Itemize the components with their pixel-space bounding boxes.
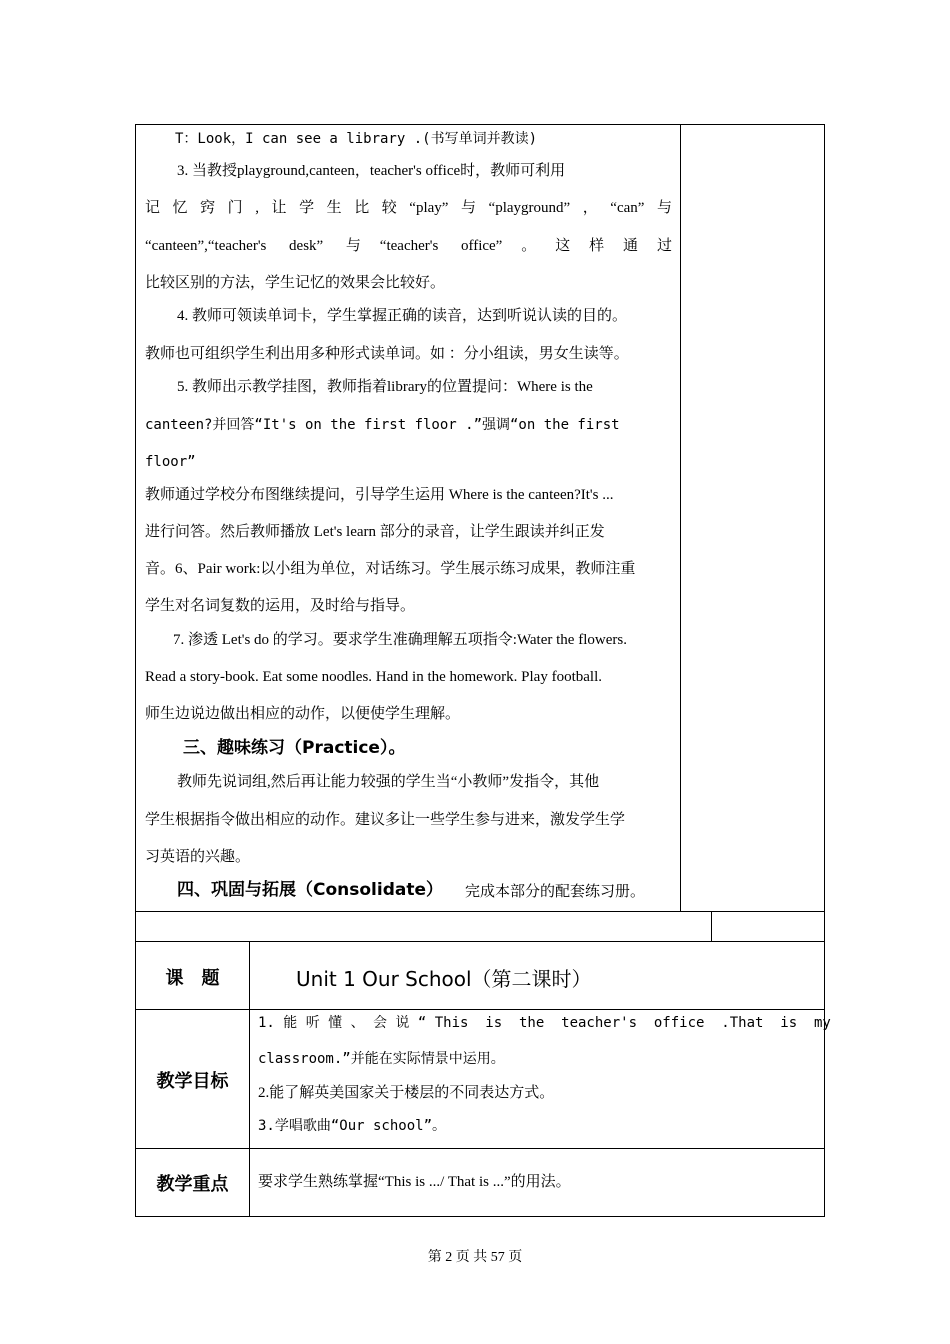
practice-line: 教师先说词组,然后再让能力较强的学生当“小教师”发指令，其他 [177, 774, 600, 790]
page-footer: 第 2 页 共 57 页 [427, 1250, 523, 1265]
topic-value: Unit 1 Our School（第二课时） [296, 967, 592, 991]
objective-item: 2.能了解英美国家关于楼层的不同表达方式。 [258, 1085, 555, 1101]
consolidate-text: 完成本部分的配套练习册。 [465, 884, 646, 900]
procedure-line: 音。6、Pair work:以小组为单位，对话练习。学生展示练习成果，教师注重 [145, 561, 636, 577]
procedure-line: 记忆窍门,让学生比较“play”与“playground”，“can”与 [145, 200, 672, 216]
label-column-divider [249, 941, 250, 1217]
practice-heading: 三、趣味练习（Practice）。 [183, 738, 406, 758]
practice-line: 习英语的兴趣。 [145, 849, 251, 865]
consolidate-heading: 四、巩固与拓展（Consolidate） [177, 880, 444, 900]
column-divider [680, 124, 681, 912]
row-divider [135, 1148, 825, 1149]
procedure-line: 教师也可组织学生利出用多种形式读单词。如 ：分小组读，男女生读等。 [145, 346, 629, 362]
objective-item: 3.学唱歌曲“Our school”。 [258, 1118, 447, 1134]
procedure-line: 7. 渗透 Let's do 的学习。要求学生准确理解五项指令:Water the flowers. [173, 632, 627, 648]
procedure-line: Read a story-book. Eat some noodles. Hand in the homework. Play football. [145, 669, 602, 685]
practice-line: 学生根据指令做出相应的动作。建议多让一些学生参与进来，激发学生学 [145, 812, 626, 828]
spacer-divider [711, 911, 712, 942]
objective-item: 1. 能 听 懂 、 会 说 “ This is the teacher's office .That is my [258, 1015, 831, 1031]
topic-label: 课 题 [165, 968, 220, 989]
procedure-line: 进行问答。然后教师播放 Let's learn 部分的录音，让学生跟读并纠正发 [145, 524, 605, 540]
procedure-line: 3. 当教授playground,canteen，teacher's office时，教师可利用 [177, 163, 566, 179]
procedure-line: T：Look，I can see a library .(书写单词并教读) [175, 131, 538, 147]
spacer-row [135, 911, 825, 942]
procedure-line: 4. 教师可领读单词卡，学生掌握正确的读音，达到听说认读的目的。 [177, 308, 628, 324]
procedure-line: “canteen”,“teacher's desk” 与“teacher's office”。这样通过 [145, 238, 672, 254]
keypoints-label: 教学重点 [156, 1174, 229, 1195]
procedure-line: floor” [145, 454, 196, 470]
procedure-line: 比较区别的方法，学生记忆的效果会比较好。 [145, 275, 446, 291]
keypoints-text: 要求学生熟练掌握“This is .../ That is ...”的用法。 [258, 1174, 571, 1190]
procedure-line: 师生边说边做出相应的动作，以便使学生理解。 [145, 706, 461, 722]
procedure-line: 学生对名词复数的运用，及时给与指导。 [145, 598, 416, 614]
objectives-label: 教学目标 [156, 1071, 229, 1092]
procedure-line: 5. 教师出示教学挂图，教师指着library的位置提问：Where is the [177, 379, 593, 395]
procedure-line: 教师通过学校分布图继续提问，引导学生运用 Where is the canteen?It's ... [145, 487, 614, 503]
objective-item: classroom.”并能在实际情景中运用。 [258, 1051, 505, 1067]
procedure-line: canteen?并回答“It's on the first floor .”强调“on the first [145, 417, 620, 433]
row-divider [135, 1009, 825, 1010]
